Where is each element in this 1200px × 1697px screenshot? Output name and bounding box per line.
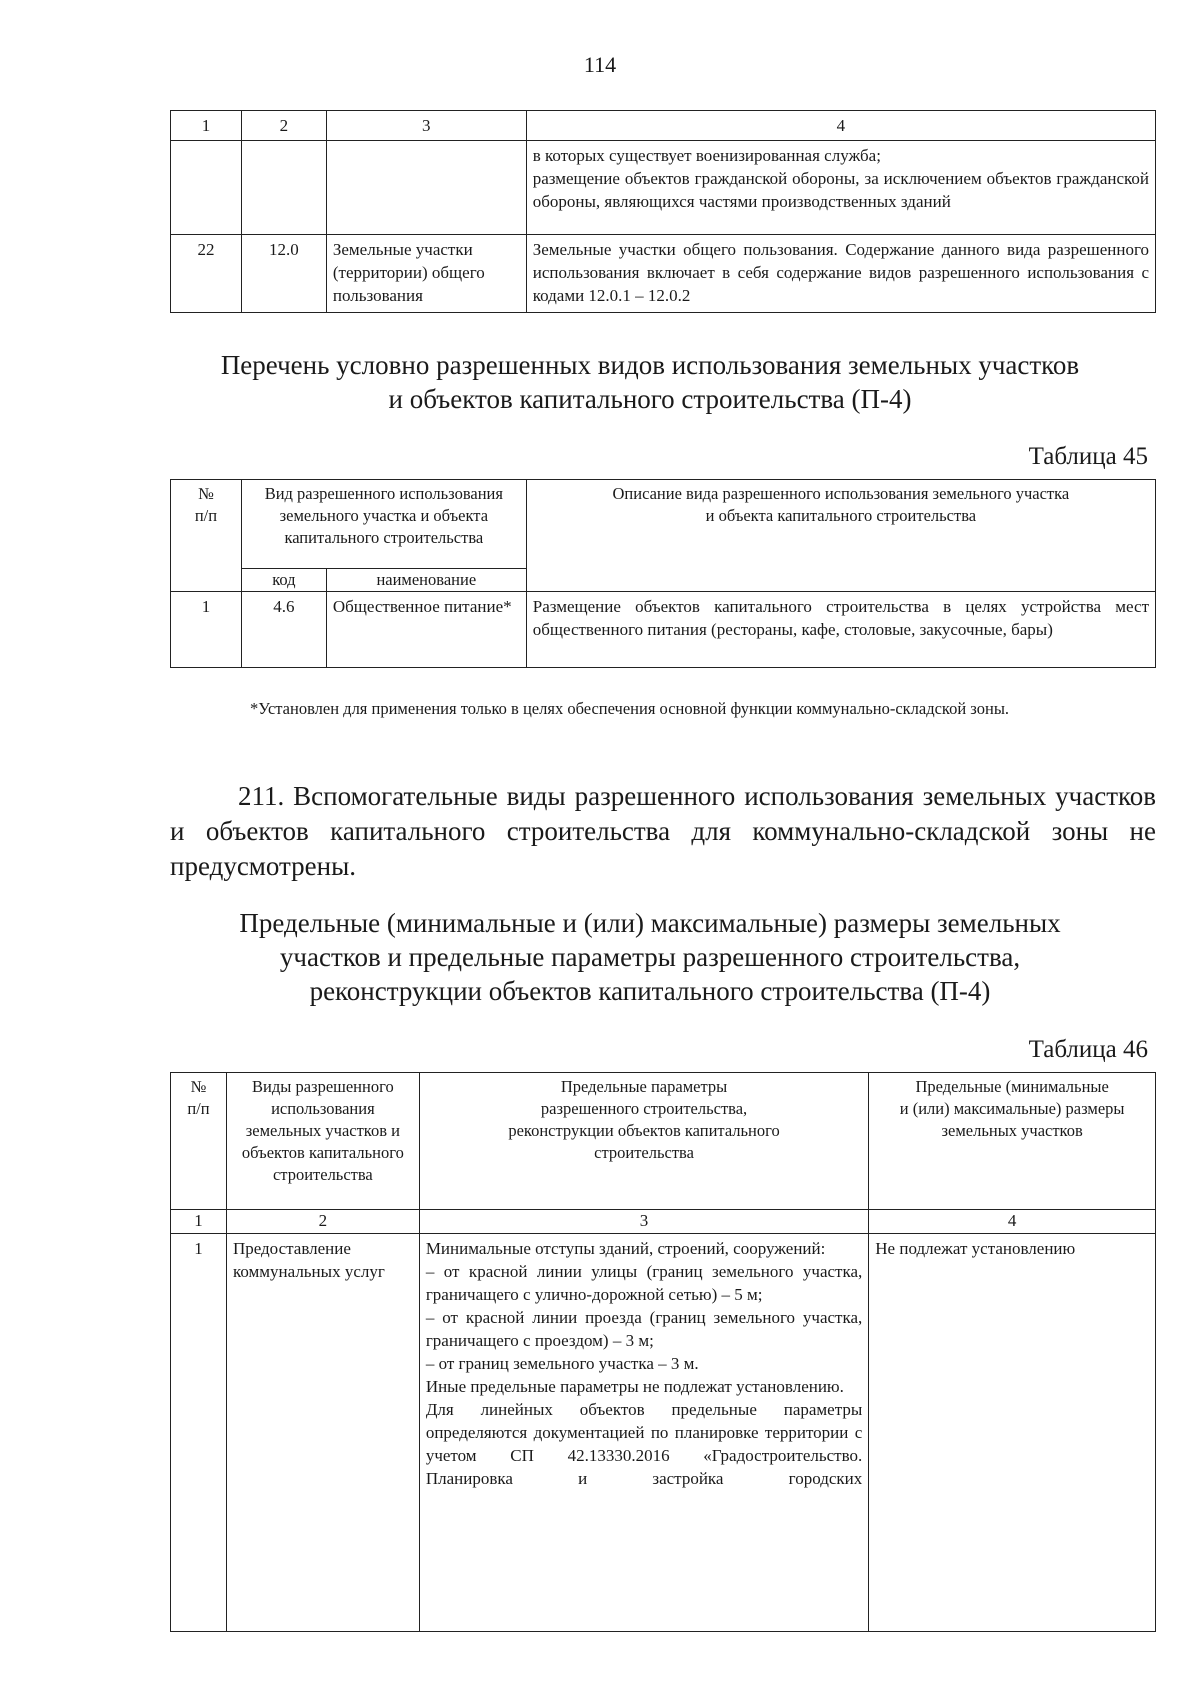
table-45 bbox=[170, 479, 1156, 668]
table-cell bbox=[326, 141, 526, 235]
row-description: Размещение объектов капитального строительства в целях устройства мест общественного питания (рестораны, кафе, столовые, закусочные, бары) bbox=[526, 592, 1155, 668]
table-cell-description: в которых существует военизированная служба; размещение объектов гражданской обороны, за исключением объектов гражданской обороны, являющихся частями производственных зданий bbox=[526, 141, 1155, 235]
table-45-label: Таблица 45 bbox=[1028, 443, 1148, 470]
previous-table bbox=[170, 110, 1156, 313]
paragraph-211: 211. Вспомогательные виды разрешенного использования земельных участков и объектов капитального строительства для коммунально-складской зоны не предусмотрены. bbox=[170, 781, 1156, 881]
table-46-label: Таблица 46 bbox=[1028, 1036, 1148, 1063]
header-num: № п/п bbox=[171, 480, 242, 592]
header-description: Описание вида разрешенного использования земельного участка и объекта капитального строительства bbox=[526, 480, 1155, 592]
col-number: 2 bbox=[226, 1210, 419, 1234]
page-number: 114 bbox=[583, 52, 617, 77]
param-line: Иные предельные параметры не подлежат установлению. bbox=[425, 1377, 844, 1396]
col-number: 2 bbox=[241, 111, 326, 141]
col-number: 3 bbox=[326, 111, 526, 141]
param-line: – от границ земельного участка – 3 м. bbox=[425, 1354, 699, 1373]
col-number: 4 bbox=[526, 111, 1155, 141]
table-cell bbox=[241, 141, 326, 235]
table-46 bbox=[170, 1072, 1156, 1632]
footnote: *Установлен для применения только в целях обеспечения основной функции коммунально-складской зоны. bbox=[250, 699, 1010, 718]
row-number: 1 bbox=[171, 592, 242, 668]
row-number: 22 bbox=[171, 235, 242, 313]
header-name: наименование bbox=[326, 569, 526, 592]
col-number: 3 bbox=[419, 1210, 868, 1234]
header-sizes: Предельные (минимальные и (или) максимальные) размеры земельных участков bbox=[869, 1073, 1156, 1210]
param-line: – от красной линии улицы (границ земельного участка, граничащего с улично-дорожной сетью) – 5 м; bbox=[425, 1262, 863, 1304]
table-cell bbox=[171, 141, 242, 235]
section-title-limits: Предельные (минимальные и (или) максимальные) размеры земельных участков и предельные параметры разрешенного строительства, реконструкции объектов капитального строительства (П-4) bbox=[239, 908, 1061, 1006]
row-kind: Предоставление коммунальных услуг bbox=[226, 1234, 419, 1632]
row-code: 4.6 bbox=[241, 592, 326, 668]
row-sizes: Не подлежат установлению bbox=[869, 1234, 1156, 1632]
row-code: 12.0 bbox=[241, 235, 326, 313]
row-name: Земельные участки (территории) общего пользования bbox=[326, 235, 526, 313]
param-line: Минимальные отступы зданий, строений, сооружений: bbox=[425, 1239, 826, 1258]
row-description: Земельные участки общего пользования. Содержание данного вида разрешенного использования включает в себя содержание видов разрешенного использования с кодами 12.0.1 – 12.0.2 bbox=[526, 235, 1155, 313]
section-title-conditional: Перечень условно разрешенных видов использования земельных участков и объектов капитального строительства (П-4) bbox=[220, 350, 1080, 414]
col-number: 1 bbox=[171, 1210, 227, 1234]
header-kinds: Виды разрешенного использования земельных участков и объектов капитального строительства bbox=[226, 1073, 419, 1210]
row-number: 1 bbox=[171, 1234, 227, 1632]
row-name: Общественное питание* bbox=[326, 592, 526, 668]
header-num: № п/п bbox=[171, 1073, 227, 1210]
col-number: 1 bbox=[171, 111, 242, 141]
col-number: 4 bbox=[869, 1210, 1156, 1234]
header-code: код bbox=[241, 569, 326, 592]
header-params: Предельные параметры разрешенного строительства, реконструкции объектов капитального строительства bbox=[419, 1073, 868, 1210]
header-kind: Вид разрешенного использования земельного участка и объекта капитального строительства bbox=[241, 480, 526, 569]
param-line: – от красной линии проезда (границ земельного участка, граничащего с проездом) – 3 м; bbox=[425, 1308, 863, 1350]
row-params bbox=[419, 1234, 868, 1632]
param-line: Для линейных объектов предельные параметры определяются документацией по планировке территории с учетом СП 42.13330.2016 «Градостроительство. Планировка и застройка городских bbox=[425, 1400, 863, 1488]
